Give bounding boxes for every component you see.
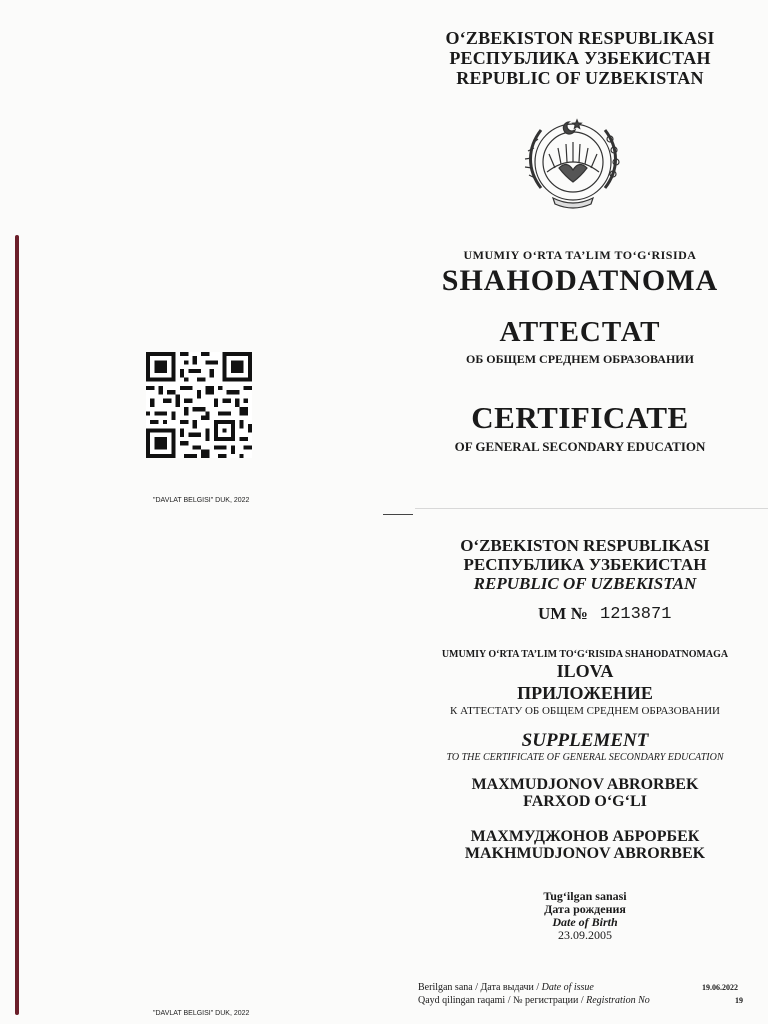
qr-code: [146, 352, 252, 458]
country-header: [400, 28, 760, 88]
country-name-en: REPUBLIC OF UZBEKISTAN: [456, 68, 704, 88]
issue-label-uz: Berilgan sana /: [418, 982, 481, 993]
series-number: 1213871: [600, 605, 672, 624]
supplement-country-uz: O‘ZBEKISTON RESPUBLIKASI: [460, 536, 710, 555]
supplement-country-en: REPUBLIC OF UZBEKISTAN: [473, 574, 697, 593]
supplement-title-ru: ПРИЛОЖЕНИЕ: [517, 683, 653, 703]
country-name-uz: O‘ZBEKISTON RESPUBLIKASI: [445, 28, 715, 48]
cover-subtitle-ru: ОБ ОБЩЕМ СРЕДНЕМ ОБРАЗОВАНИИ: [466, 352, 694, 366]
supplement-country-header: [410, 536, 760, 593]
printer-caption-bottom: "DAVLAT BELGISI" DUK, 2022: [153, 1010, 250, 1017]
supplement-title-en: SUPPLEMENT: [521, 730, 649, 751]
reg-label-en: Registration No: [586, 995, 650, 1006]
holder-name-translations: [410, 828, 760, 862]
printer-caption: "DAVLAT BELGISI" DUK, 2022: [153, 497, 250, 504]
cover-subtitle-en: OF GENERAL SECONDARY EDUCATION: [454, 439, 706, 454]
supplement-country-ru: РЕСПУБЛИКА УЗБЕКИСТАН: [463, 555, 707, 574]
issue-label-ru: Дата выдачи /: [480, 982, 542, 993]
cover-title-en: CERTIFICATE: [471, 400, 689, 435]
holder-name-uz: [410, 776, 760, 810]
reg-label-uz: Qayd qilingan raqami /: [418, 995, 513, 1006]
dob-label-uz: Tug‘ilgan sanasi: [543, 889, 627, 903]
country-name-ru: РЕСПУБЛИКА УЗБЕКИСТАН: [449, 48, 711, 68]
cover-subtitle-uz: UMUMIY O‘RTA TA’LIM TO‘G‘RISIDA: [463, 248, 697, 262]
holder-name-ru: МАХМУДЖОНОВ АБРОРБЕК: [470, 828, 700, 845]
holder-name-uz-line2: FARXOD O‘G‘LI: [523, 793, 647, 810]
supplement-subtitle-ru: К АТТЕСТАТУ ОБ ОБЩЕМ СРЕДНЕМ ОБРАЗОВАНИИ: [450, 705, 720, 717]
registration-label: [418, 995, 650, 1006]
issue-label-en: Date of issue: [541, 982, 594, 993]
binding-stitch: [15, 235, 19, 1015]
supplement-subtitle-uz: UMUMIY O‘RTA TA’LIM TO‘G‘RISIDA SHAHODATNOMAGA: [441, 649, 729, 660]
supplement-subtitle-en: TO THE CERTIFICATE OF GENERAL SECONDARY EDUCATION: [446, 752, 724, 763]
fold-mark: [383, 514, 413, 515]
state-emblem-icon: [515, 108, 631, 216]
cover-title-uz: SHAHODATNOMA: [441, 264, 719, 297]
holder-name-uz-line1: MAXMUDJONOV ABRORBEK: [471, 776, 699, 793]
dob-label-en: Date of Birth: [552, 915, 618, 929]
supplement-title-uz: ILOVA: [556, 661, 614, 681]
registration-number: 19: [735, 996, 743, 1005]
cover-title-ru: АТТЕСТАТ: [499, 316, 661, 348]
dob-label-ru: Дата рождения: [544, 902, 626, 916]
page-fold-line: [415, 508, 768, 509]
dob-value: 23.09.2005: [558, 928, 612, 942]
issue-date-label: [418, 982, 594, 993]
date-of-birth-block: [410, 890, 760, 942]
reg-label-ru: № регистрации /: [512, 995, 587, 1006]
issue-date-value: 19.06.2022: [702, 983, 738, 992]
holder-name-en: MAKHMUDJONOV ABRORBEK: [464, 845, 706, 862]
series-label: UM №: [538, 604, 588, 623]
